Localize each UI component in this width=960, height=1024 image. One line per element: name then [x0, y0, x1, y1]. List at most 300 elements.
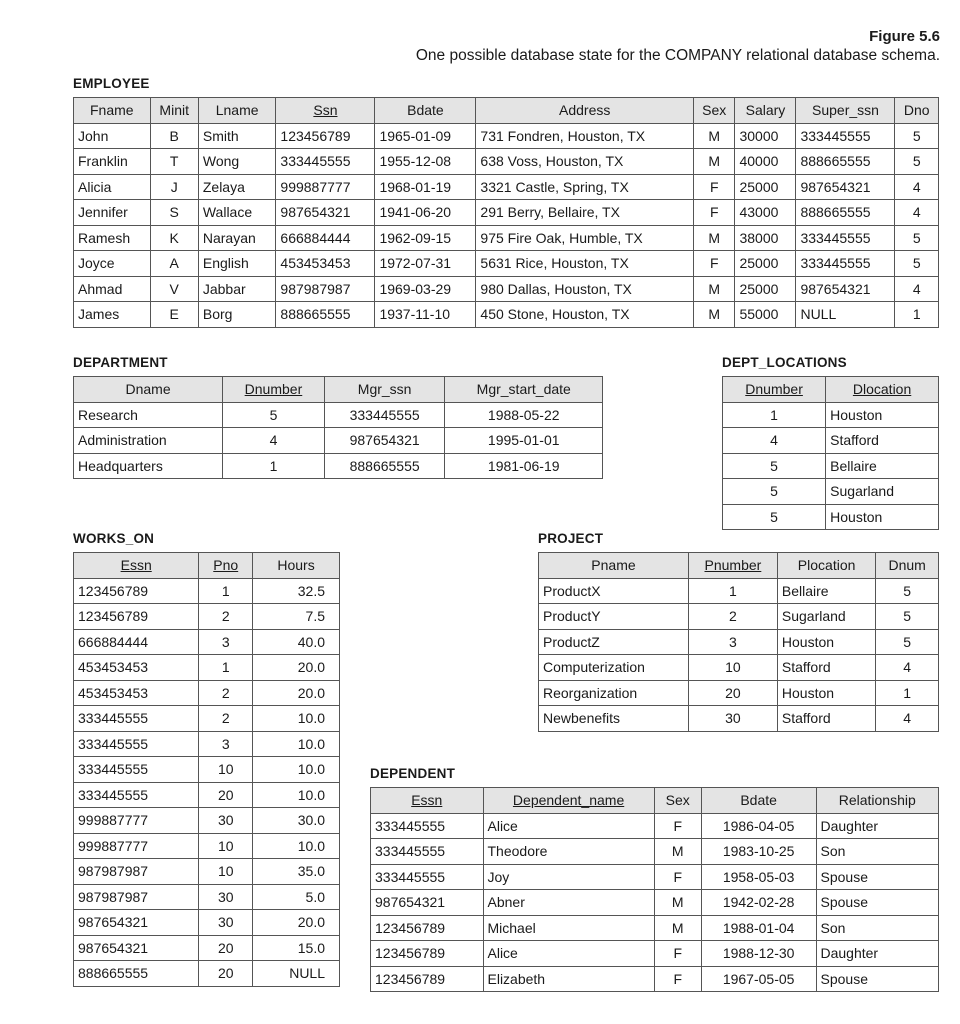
table-row — [74, 200, 939, 226]
dependent-table — [370, 787, 939, 992]
table-cell: 333445555 — [74, 757, 199, 783]
column-header — [826, 377, 939, 403]
table-cell: F — [654, 941, 701, 967]
table-cell: 123456789 — [74, 604, 199, 630]
column-header — [688, 553, 777, 579]
table-cell: 10 — [199, 833, 253, 859]
table-cell: 30 — [199, 808, 253, 834]
project-table — [538, 552, 939, 732]
table-cell: 5 — [895, 149, 939, 175]
column-header-label: Dependent_name — [512, 792, 625, 809]
table-cell: Stafford — [826, 428, 939, 454]
column-header-label: Plocation — [797, 557, 856, 574]
table-cell: Smith — [198, 123, 276, 149]
table-cell: 4 — [876, 706, 939, 732]
table-cell: 20 — [199, 782, 253, 808]
table-cell: 999887777 — [276, 174, 375, 200]
table-row — [74, 174, 939, 200]
column-header — [276, 98, 375, 124]
table-cell: 1 — [876, 680, 939, 706]
header-row — [74, 98, 939, 124]
table-row — [371, 915, 939, 941]
table-cell: Newbenefits — [539, 706, 689, 732]
table-cell: 1988-12-30 — [701, 941, 816, 967]
header-row — [539, 553, 939, 579]
column-header-label: Dnumber — [244, 381, 303, 398]
table-cell: E — [150, 302, 198, 328]
table-cell: 1995-01-01 — [445, 428, 603, 454]
table-cell: Research — [74, 402, 223, 428]
column-header-label: Dname — [125, 381, 171, 398]
figure-title: Figure 5.6 — [869, 28, 940, 45]
table-cell: 5 — [895, 123, 939, 149]
table-cell: 1 — [199, 578, 253, 604]
table-cell: Bellaire — [777, 578, 875, 604]
table-cell: 975 Fire Oak, Humble, TX — [476, 225, 694, 251]
table-cell: 333445555 — [796, 225, 895, 251]
table-row — [74, 808, 340, 834]
column-header — [694, 98, 735, 124]
table-cell: Computerization — [539, 655, 689, 681]
table-cell: 999887777 — [74, 833, 199, 859]
column-header-label: Dno — [903, 102, 930, 119]
table-cell: 40.0 — [253, 629, 340, 655]
table-cell: M — [694, 276, 735, 302]
column-header — [895, 98, 939, 124]
table-cell: 1 — [688, 578, 777, 604]
table-cell: Alice — [483, 941, 654, 967]
table-cell: 987987987 — [74, 859, 199, 885]
table-cell: 1983-10-25 — [701, 839, 816, 865]
table-cell: ProductY — [539, 604, 689, 630]
table-cell: 2 — [199, 706, 253, 732]
column-header — [701, 788, 816, 814]
table-row — [723, 402, 939, 428]
table-cell: Theodore — [483, 839, 654, 865]
table-cell: 731 Fondren, Houston, TX — [476, 123, 694, 149]
table-cell: 638 Voss, Houston, TX — [476, 149, 694, 175]
table-row — [723, 479, 939, 505]
table-cell: James — [74, 302, 151, 328]
table-cell: 4 — [895, 276, 939, 302]
table-cell: 20.0 — [253, 910, 340, 936]
table-cell: 10.0 — [253, 731, 340, 757]
header-row — [74, 377, 603, 403]
table-cell: 333445555 — [796, 123, 895, 149]
column-header — [199, 553, 253, 579]
table-cell: M — [654, 890, 701, 916]
column-header-label: Dnumber — [745, 381, 803, 398]
table-cell: 10.0 — [253, 833, 340, 859]
table-cell: Ahmad — [74, 276, 151, 302]
table-cell: 888665555 — [324, 453, 445, 479]
column-header-label: Pname — [591, 557, 636, 574]
table-row — [74, 910, 340, 936]
table-cell: 5 — [895, 225, 939, 251]
table-row — [74, 453, 603, 479]
table-row — [74, 706, 340, 732]
column-header-label: Address — [559, 102, 611, 119]
table-row — [371, 890, 939, 916]
table-cell: 1 — [723, 402, 826, 428]
table-cell: 1988-01-04 — [701, 915, 816, 941]
table-cell: V — [150, 276, 198, 302]
table-row — [371, 839, 939, 865]
table-cell: Reorganization — [539, 680, 689, 706]
table-cell: 5 — [876, 578, 939, 604]
table-cell: 987654321 — [74, 935, 199, 961]
table-cell: Alicia — [74, 174, 151, 200]
table-row — [74, 731, 340, 757]
table-cell: 1965-01-09 — [375, 123, 476, 149]
table-cell: 1972-07-31 — [375, 251, 476, 277]
table-cell: Sugarland — [826, 479, 939, 505]
column-header — [223, 377, 325, 403]
table-cell: 987654321 — [74, 910, 199, 936]
table-cell: Borg — [198, 302, 276, 328]
table-cell: 1 — [199, 655, 253, 681]
column-header — [483, 788, 654, 814]
column-header — [796, 98, 895, 124]
table-cell: 30 — [688, 706, 777, 732]
column-header-label: Sex — [702, 102, 727, 119]
table-cell: Spouse — [816, 864, 939, 890]
department-label: DEPARTMENT — [73, 355, 168, 370]
table-cell: 20.0 — [253, 680, 340, 706]
table-cell: 980 Dallas, Houston, TX — [476, 276, 694, 302]
dept-locations-label: DEPT_LOCATIONS — [722, 355, 847, 370]
table-cell: 123456789 — [371, 941, 484, 967]
table-row — [74, 225, 939, 251]
column-header-label: Essn — [120, 557, 152, 574]
table-cell: Stafford — [777, 706, 875, 732]
table-cell: 20 — [199, 961, 253, 987]
column-header-label: Super_ssn — [812, 102, 879, 119]
table-cell: 987654321 — [276, 200, 375, 226]
table-row — [74, 604, 340, 630]
column-header — [654, 788, 701, 814]
table-cell: Houston — [777, 680, 875, 706]
table-cell: 25000 — [735, 251, 796, 277]
table-cell: Son — [816, 839, 939, 865]
table-cell: F — [694, 200, 735, 226]
table-cell: 43000 — [735, 200, 796, 226]
table-cell: 5 — [895, 251, 939, 277]
employee-table — [73, 97, 939, 328]
table-cell: 5 — [723, 504, 826, 530]
table-cell: 38000 — [735, 225, 796, 251]
column-header — [539, 553, 689, 579]
table-cell: Wallace — [198, 200, 276, 226]
table-row — [74, 859, 340, 885]
table-cell: M — [694, 302, 735, 328]
table-cell: 10 — [199, 859, 253, 885]
table-cell: 1968-01-19 — [375, 174, 476, 200]
table-cell: 5631 Rice, Houston, TX — [476, 251, 694, 277]
table-cell: 5.0 — [253, 884, 340, 910]
table-row — [539, 629, 939, 655]
table-row — [723, 453, 939, 479]
table-cell: 5 — [223, 402, 325, 428]
table-cell: 333445555 — [371, 813, 484, 839]
table-row — [74, 629, 340, 655]
table-cell: F — [694, 251, 735, 277]
table-cell: 10 — [688, 655, 777, 681]
table-row — [74, 123, 939, 149]
table-cell: English — [198, 251, 276, 277]
table-cell: 3321 Castle, Spring, TX — [476, 174, 694, 200]
table-cell: 987987987 — [74, 884, 199, 910]
figure-caption: One possible database state for the COMPANY relational database schema. — [415, 47, 940, 64]
table-cell: 1967-05-05 — [701, 966, 816, 992]
table-row — [74, 935, 340, 961]
header-row — [723, 377, 939, 403]
employee-label: EMPLOYEE — [73, 76, 150, 91]
table-cell: 450 Stone, Houston, TX — [476, 302, 694, 328]
table-cell: 3 — [199, 731, 253, 757]
column-header-label: Pnumber — [704, 557, 762, 574]
table-cell: J — [150, 174, 198, 200]
table-cell: NULL — [253, 961, 340, 987]
table-cell: Franklin — [74, 149, 151, 175]
column-header-label: Ssn — [313, 102, 338, 119]
column-header-label: Salary — [745, 102, 786, 119]
table-cell: B — [150, 123, 198, 149]
table-cell: 1958-05-03 — [701, 864, 816, 890]
table-cell: F — [654, 864, 701, 890]
table-row — [74, 276, 939, 302]
table-cell: ProductX — [539, 578, 689, 604]
table-cell: 333445555 — [74, 731, 199, 757]
table-cell: 5 — [723, 479, 826, 505]
table-cell: Joyce — [74, 251, 151, 277]
table-cell: Joy — [483, 864, 654, 890]
table-cell: Son — [816, 915, 939, 941]
column-header-label: Dlocation — [852, 381, 912, 398]
table-cell: 30.0 — [253, 808, 340, 834]
table-cell: Bellaire — [826, 453, 939, 479]
column-header — [723, 377, 826, 403]
table-cell: 666884444 — [276, 225, 375, 251]
table-cell: F — [654, 966, 701, 992]
table-row — [539, 604, 939, 630]
table-cell: Sugarland — [777, 604, 875, 630]
table-cell: 20 — [688, 680, 777, 706]
column-header-label: Essn — [411, 792, 443, 809]
table-cell: 4 — [895, 174, 939, 200]
table-cell: T — [150, 149, 198, 175]
table-row — [74, 578, 340, 604]
table-cell: 1942-02-28 — [701, 890, 816, 916]
table-cell: Zelaya — [198, 174, 276, 200]
table-cell: M — [694, 149, 735, 175]
table-cell: 888665555 — [796, 200, 895, 226]
table-cell: 987654321 — [796, 276, 895, 302]
table-cell: 1988-05-22 — [445, 402, 603, 428]
column-header — [198, 98, 276, 124]
column-header — [816, 788, 939, 814]
table-cell: Wong — [198, 149, 276, 175]
table-cell: A — [150, 251, 198, 277]
column-header-label: Mgr_start_date — [476, 381, 571, 398]
table-cell: NULL — [796, 302, 895, 328]
table-row — [539, 655, 939, 681]
table-row — [74, 961, 340, 987]
table-cell: 1969-03-29 — [375, 276, 476, 302]
table-cell: F — [694, 174, 735, 200]
table-cell: 4 — [895, 200, 939, 226]
works-on-label: WORKS_ON — [73, 531, 155, 546]
table-cell: 987654321 — [371, 890, 484, 916]
works-on-table — [73, 552, 340, 987]
table-cell: John — [74, 123, 151, 149]
table-cell: 1941-06-20 — [375, 200, 476, 226]
table-cell: 1937-11-10 — [375, 302, 476, 328]
table-row — [74, 757, 340, 783]
table-cell: 55000 — [735, 302, 796, 328]
table-cell: 30000 — [735, 123, 796, 149]
table-cell: 987987987 — [276, 276, 375, 302]
table-cell: Spouse — [816, 966, 939, 992]
table-cell: Alice — [483, 813, 654, 839]
table-cell: 5 — [723, 453, 826, 479]
table-cell: 123456789 — [371, 915, 484, 941]
table-cell: 999887777 — [74, 808, 199, 834]
column-header-label: Sex — [665, 792, 690, 809]
column-header — [445, 377, 603, 403]
table-cell: 5 — [876, 629, 939, 655]
column-header — [253, 553, 340, 579]
table-row — [74, 782, 340, 808]
table-row — [74, 833, 340, 859]
table-cell: Narayan — [198, 225, 276, 251]
table-row — [74, 149, 939, 175]
table-cell: 1 — [223, 453, 325, 479]
table-cell: Houston — [826, 402, 939, 428]
table-row — [74, 402, 603, 428]
table-cell: 123456789 — [74, 578, 199, 604]
table-cell: Ramesh — [74, 225, 151, 251]
table-row — [371, 966, 939, 992]
table-cell: 35.0 — [253, 859, 340, 885]
table-cell: 10.0 — [253, 706, 340, 732]
column-header-label: Bdate — [407, 102, 444, 119]
column-header-label: Fname — [89, 102, 134, 119]
table-cell: 2 — [688, 604, 777, 630]
table-row — [371, 941, 939, 967]
table-cell: 333445555 — [74, 706, 199, 732]
table-cell: 333445555 — [796, 251, 895, 277]
table-cell: 888665555 — [796, 149, 895, 175]
table-cell: 333445555 — [74, 782, 199, 808]
table-cell: 10.0 — [253, 782, 340, 808]
table-cell: 453453453 — [74, 680, 199, 706]
table-row — [371, 864, 939, 890]
table-row — [723, 504, 939, 530]
table-cell: 1962-09-15 — [375, 225, 476, 251]
column-header — [74, 98, 151, 124]
table-cell: 7.5 — [253, 604, 340, 630]
column-header-label: Dnum — [888, 557, 926, 574]
column-header — [375, 98, 476, 124]
header-row — [74, 553, 340, 579]
table-cell: 4 — [723, 428, 826, 454]
table-row — [723, 428, 939, 454]
table-cell: 2 — [199, 680, 253, 706]
column-header — [735, 98, 796, 124]
column-header-label: Bdate — [740, 792, 777, 809]
column-header-label: Lname — [215, 102, 259, 119]
table-cell: Daughter — [816, 813, 939, 839]
project-label: PROJECT — [538, 531, 604, 546]
table-row — [74, 655, 340, 681]
table-cell: Elizabeth — [483, 966, 654, 992]
table-cell: M — [654, 915, 701, 941]
dependent-label: DEPENDENT — [370, 766, 456, 781]
table-cell: M — [694, 225, 735, 251]
column-header — [324, 377, 445, 403]
table-cell: 10.0 — [253, 757, 340, 783]
table-cell: 333445555 — [371, 864, 484, 890]
table-cell: 666884444 — [74, 629, 199, 655]
table-cell: 2 — [199, 604, 253, 630]
table-cell: Houston — [826, 504, 939, 530]
column-header — [876, 553, 939, 579]
table-cell: F — [654, 813, 701, 839]
header-row — [371, 788, 939, 814]
column-header — [371, 788, 484, 814]
table-cell: 3 — [688, 629, 777, 655]
table-row — [539, 706, 939, 732]
table-cell: 4 — [876, 655, 939, 681]
table-cell: Spouse — [816, 890, 939, 916]
table-cell: 15.0 — [253, 935, 340, 961]
table-cell: M — [654, 839, 701, 865]
table-cell: M — [694, 123, 735, 149]
column-header-label: Hours — [277, 557, 315, 574]
table-cell: 5 — [876, 604, 939, 630]
table-cell: 30 — [199, 884, 253, 910]
dept-locations-table — [722, 376, 939, 530]
table-cell: 3 — [199, 629, 253, 655]
column-header — [476, 98, 694, 124]
table-cell: 10 — [199, 757, 253, 783]
table-cell: 20.0 — [253, 655, 340, 681]
table-cell: 453453453 — [74, 655, 199, 681]
column-header-label: Mgr_ssn — [357, 381, 412, 398]
table-cell: 1986-04-05 — [701, 813, 816, 839]
table-row — [539, 578, 939, 604]
table-cell: 30 — [199, 910, 253, 936]
table-row — [74, 884, 340, 910]
table-cell: 25000 — [735, 276, 796, 302]
column-header-label: Pno — [213, 557, 239, 574]
table-cell: 888665555 — [276, 302, 375, 328]
table-cell: 4 — [223, 428, 325, 454]
table-cell: 1 — [895, 302, 939, 328]
table-cell: 25000 — [735, 174, 796, 200]
table-cell: 333445555 — [371, 839, 484, 865]
table-cell: 291 Berry, Bellaire, TX — [476, 200, 694, 226]
table-cell: Jennifer — [74, 200, 151, 226]
table-cell: 333445555 — [324, 402, 445, 428]
table-cell: 987654321 — [324, 428, 445, 454]
table-cell: Jabbar — [198, 276, 276, 302]
column-header — [777, 553, 875, 579]
table-row — [74, 680, 340, 706]
table-row — [74, 302, 939, 328]
table-row — [539, 680, 939, 706]
